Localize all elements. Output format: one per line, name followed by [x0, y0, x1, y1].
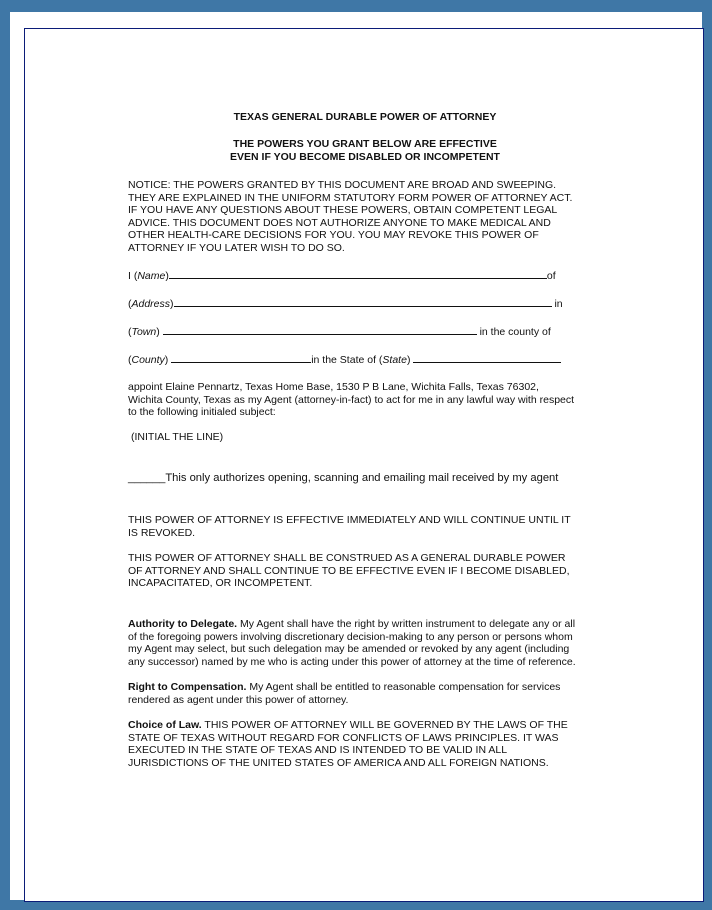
delegate-line: of the foregoing powers involving discretionary decision-making to any person or persons whom — [128, 630, 573, 643]
initialed-subject-item — [128, 472, 558, 485]
initialed-subject-text: This only authorizes opening, scanning and emailing mail received by my agent — [165, 472, 559, 484]
document-subtitle-line-2: EVEN IF YOU BECOME DISABLED OR INCOMPETENT — [230, 151, 500, 163]
right-to-compensation-heading: Right to Compensation. — [128, 681, 247, 693]
authority-to-delegate-paragraph: Authority to Delegate. My Agent shall have the right by written instrument to delegate any or all of the foregoing powers involving discretionary decision-making to any person or persons whom my Agent may select, but such delegation may be amended or revoked by any agent (including any successor) named by me who is acting under this power of attorney at the time of reference. — [128, 618, 608, 668]
authority-to-delegate-heading: Authority to Delegate. — [128, 618, 238, 630]
effective-line: IS REVOKED. — [128, 526, 196, 539]
choice-of-law-paragraph: Choice of Law. THIS POWER OF ATTORNEY WILL BE GOVERNED BY THE LAWS OF THE STATE OF TEXAS WITHOUT REGARD FOR CONFLICTS OF LAWS PRINCIPLES. IT WAS EXECUTED IN THE STATE OF TEXAS AND IS INTENDED TO BE VALID IN ALL JURISDICTIONS OF THE UNITED STATES OF AMERICA AND ALL FOREIGN NATIONS. — [128, 719, 608, 769]
document-page — [24, 28, 704, 902]
of-text: of — [546, 270, 556, 282]
address-blank-line[interactable] — [174, 297, 552, 307]
appoint-line: Wichita County, Texas as my Agent (attorney-in-fact) to act for me in any lawful way with respect — [128, 393, 575, 406]
county-blank-line[interactable] — [171, 353, 311, 363]
right-to-compensation-paragraph: Right to Compensation. My Agent shall be entitled to reasonable compensation for services rendered as agent under this power of attorney. — [128, 681, 608, 706]
state-blank-line[interactable] — [413, 353, 561, 363]
name-blank-line[interactable] — [169, 269, 547, 279]
notice-line: THEY ARE EXPLAINED IN THE UNIFORM STATUTORY FORM POWER OF ATTORNEY ACT. — [128, 191, 573, 204]
notice-line: IF YOU HAVE ANY QUESTIONS ABOUT THESE POWERS, OBTAIN COMPETENT LEGAL — [128, 204, 558, 217]
choice-line: EXECUTED IN THE STATE OF TEXAS AND IS INTENDED TO BE VALID IN ALL — [128, 744, 508, 757]
durable-line: THIS POWER OF ATTORNEY SHALL BE CONSTRUED AS A GENERAL DURABLE POWER — [128, 552, 566, 564]
notice-line: NOTICE: THE POWERS GRANTED BY THIS DOCUMENT ARE BROAD AND SWEEPING. — [128, 179, 557, 191]
effective-paragraph — [128, 514, 608, 539]
appoint-paragraph — [128, 381, 608, 419]
appoint-line: to the following initialed subject: — [128, 406, 276, 419]
notice-paragraph — [128, 179, 608, 255]
durable-line: INCAPACITATED, OR INCOMPETENT. — [128, 577, 313, 590]
appoint-line: appoint Elaine Pennartz, Texas Home Base, 1530 P B Lane, Wichita Falls, Texas 76302, — [128, 381, 539, 393]
durable-paragraph — [128, 552, 608, 590]
initial-the-line-label: (INITIAL THE LINE) — [131, 431, 224, 443]
document-title: TEXAS GENERAL DURABLE POWER OF ATTORNEY — [233, 111, 497, 123]
address-label: Address — [131, 298, 171, 310]
document-body — [25, 29, 705, 903]
county-of-text: in the county of — [479, 326, 551, 338]
delegate-line: any successor) named by me who is acting under this power of attorney at the time of reference. — [128, 655, 576, 668]
choice-of-law-heading: Choice of Law. — [128, 719, 202, 731]
town-label: Town — [131, 326, 157, 338]
choice-line: STATE OF TEXAS WITHOUT REGARD FOR CONFLICTS OF LAWS PRINCIPLES. IT WAS — [128, 731, 559, 744]
county-label: County — [131, 354, 165, 366]
notice-line: ATTORNEY IF YOU LATER WISH TO DO SO. — [128, 241, 345, 254]
name-field-row: I (Name) of — [128, 270, 556, 282]
name-label: Name — [137, 270, 166, 282]
choice-line: JURISDICTIONS OF THE UNITED STATES OF AMERICA AND ALL FOREIGN NATIONS. — [128, 756, 549, 769]
town-field-row: (Town) in the county of — [128, 326, 551, 338]
town-blank-line[interactable] — [163, 325, 477, 335]
effective-line: THIS POWER OF ATTORNEY IS EFFECTIVE IMMEDIATELY AND WILL CONTINUE UNTIL IT — [128, 514, 571, 526]
notice-line: ADVICE. THIS DOCUMENT DOES NOT AUTHORIZE ANYONE TO MAKE MEDICAL AND — [128, 216, 551, 229]
compensation-line: rendered as agent under this power of attorney. — [128, 693, 349, 706]
state-of-text: in the State of — [311, 354, 376, 366]
delegate-line: my Agent may select, but such delegation may be amended or revoked by any agent (including — [128, 643, 570, 656]
notice-line: OTHER HEALTH-CARE DECISIONS FOR YOU. YOU MAY REVOKE THIS POWER OF — [128, 229, 539, 242]
in-text: in — [554, 298, 563, 310]
address-field-row: (Address) in — [128, 298, 563, 310]
durable-line: OF ATTORNEY AND SHALL CONTINUE TO BE EFFECTIVE EVEN IF I BECOME DISABLED, — [128, 564, 570, 577]
document-subtitle-line-1: THE POWERS YOU GRANT BELOW ARE EFFECTIVE — [233, 138, 497, 150]
initial-blank[interactable]: ______ — [128, 472, 166, 484]
county-state-field-row: (County) in the State of (State) — [128, 353, 561, 367]
state-label: State — [382, 354, 407, 366]
